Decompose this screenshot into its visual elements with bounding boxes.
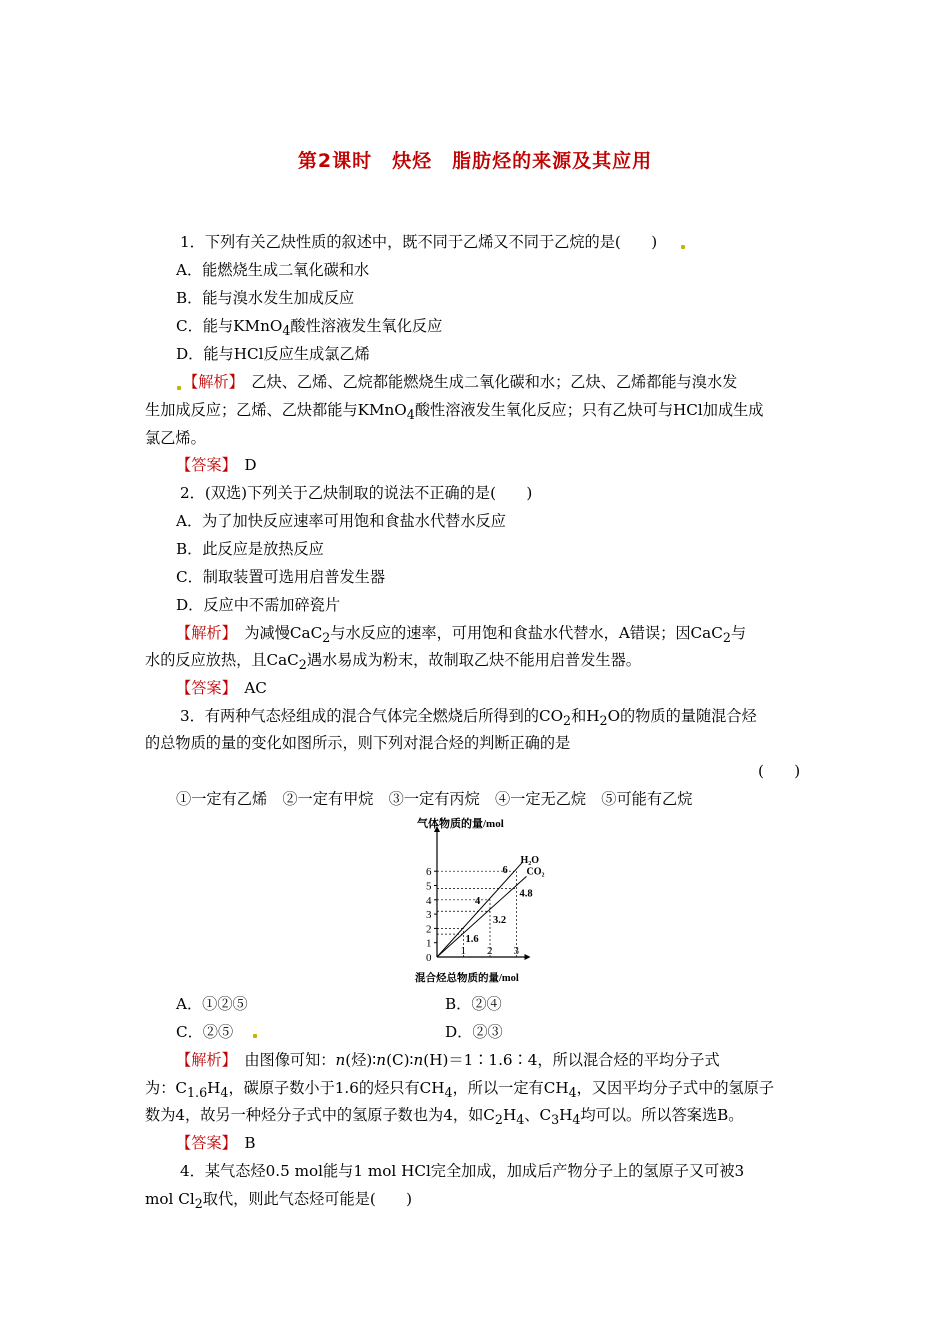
yellow-dot-mark (681, 245, 685, 249)
y-tick-label: 2 (426, 923, 432, 936)
q3-stem-line-1: 3．有两种气态烃组成的混合气体完全燃烧后所得到的$CO_2$和$H_2O$的物质的量随混合烃 (180, 707, 757, 729)
q4-stem-line-2: mol $Cl_2$取代，则此气态烃可能是( ) (145, 1190, 413, 1212)
q3-answer: 【答案】 B (176, 1134, 256, 1152)
q1-answer: 【答案】 D (176, 456, 257, 474)
data-label: 4 (475, 895, 481, 907)
q2-option-a: A．为了加快反应速率可用饱和食盐水代替水反应 (176, 512, 506, 530)
q2-stem: 2．(双选)下列关于乙炔制取的说法不正确的是( ) (180, 484, 533, 502)
data-label: 6 (502, 865, 508, 877)
data-label: 3.2 (493, 915, 507, 927)
q2-option-c: C．制取装置可选用启普发生器 (176, 568, 386, 586)
page-title: 第2课时 炔烃 脂肪烃的来源及其应用 (297, 150, 653, 172)
q3-answer-paren: ( ) (758, 762, 801, 780)
q3-analysis-line-2: 为：$C_{1.6}H_4$，碳原子数小于1.6的烃只有$CH_4$，所以一定有$CH_4$，又因平均分子式中的氢原子 (145, 1079, 775, 1101)
q3-chart (415, 815, 560, 985)
q2-option-d: D．反应中不需加碎瓷片 (176, 596, 341, 614)
q1-option-b: B．能与溴水发生加成反应 (176, 289, 355, 307)
x-tick-label: 3 (513, 945, 519, 957)
q2-analysis-line-1: 【解析】 为减慢CaC$_2$与水反应的速率，可用饱和食盐水代替水，A错误；因CaC$_2$与 (176, 624, 747, 646)
q1-analysis-line-3: 氯乙烯。 (145, 429, 206, 447)
series-label-h2o: H₂O (520, 855, 540, 867)
q1-option-c: C．能与KMnO$_4$酸性溶液发生氧化反应 (176, 317, 443, 339)
q1-option-d: D．能与HCl反应生成氯乙烯 (176, 345, 370, 363)
q3-analysis-line-3: 数为4，故另一种烃分子式中的氢原子数也为4，如$C_2H_4$、$C_3H_4$均可以。所以答案选B。 (145, 1106, 744, 1128)
data-label: 1.6 (465, 934, 479, 946)
q3-option-a: A．①②⑤ (176, 995, 248, 1013)
y-tick-label: 5 (426, 880, 432, 893)
q1-analysis-line-1: 【解析】 乙炔、乙烯、乙烷都能燃烧生成二氧化碳和水；乙炔、乙烯都能与溴水发 (183, 373, 738, 391)
q1-option-a: A．能燃烧生成二氧化碳和水 (176, 261, 370, 279)
x-tick-label: 0 (426, 952, 432, 964)
y-tick-label: 1 (426, 937, 432, 950)
answer-tag: 【答案】 (176, 679, 230, 697)
q2-analysis-line-2: 水的反应放热，且CaC$_2$遇水易成为粉末，故制取乙炔不能用启普发生器。 (145, 651, 641, 673)
q3-statements: ①一定有乙烯 ②一定有甲烷 ③一定有丙烷 ④一定无乙烷 ⑤可能有乙烷 (176, 790, 693, 808)
q1-analysis-line-2: 生加成反应；乙烯、乙炔都能与KMnO$_4$酸性溶液发生氧化反应；只有乙炔可与HCl加成生成 (145, 401, 764, 423)
q1-stem: 1．下列有关乙炔性质的叙述中，既不同于乙烯又不同于乙烷的是( ) (180, 233, 658, 251)
q3-option-d: D．②③ (445, 1023, 503, 1041)
series-label-co2: CO₂ (526, 866, 545, 878)
y-tick-label: 3 (426, 909, 432, 922)
q3-stem-line-2: 的总物质的量的变化如图所示，则下列对混合烃的判断正确的是 (145, 734, 571, 752)
q3-option-c: C．②⑤ (176, 1023, 234, 1041)
y-tick-label: 6 (426, 866, 432, 879)
q4-stem-line-1: 4．某气态烃0.5 mol能与1 mol HCl完全加成，加成后产物分子上的氢原子又可被3 (180, 1162, 745, 1180)
q3-option-b: B．②④ (445, 995, 502, 1013)
yellow-dot-mark (253, 1034, 257, 1038)
analysis-tag: 【解析】 (176, 624, 230, 642)
answer-tag: 【答案】 (176, 1134, 230, 1152)
x-tick-label: 2 (487, 945, 493, 957)
chart-svg (415, 815, 560, 985)
data-label: 4.8 (519, 888, 533, 900)
x-axis-title: 混合烃总物质的量/mol (415, 973, 519, 984)
x-tick-label: 1 (460, 945, 466, 957)
y-tick-label: 4 (426, 894, 432, 907)
analysis-tag: 【解析】 (176, 1051, 230, 1069)
series-line-h2o (437, 862, 523, 957)
q2-option-b: B．此反应是放热反应 (176, 540, 324, 558)
x-axis-arrow (525, 954, 531, 960)
yellow-dot-mark (177, 386, 181, 390)
y-axis-title: 气体物质的量/mol (417, 818, 504, 830)
analysis-tag: 【解析】 (183, 373, 237, 391)
q3-analysis-line-1: 【解析】 由图像可知：n(烃)∶n(C)∶n(H)＝1∶1.6∶4，所以混合烃的平均分子式 (176, 1051, 720, 1069)
answer-tag: 【答案】 (176, 456, 230, 474)
q2-answer: 【答案】 AC (176, 679, 267, 697)
